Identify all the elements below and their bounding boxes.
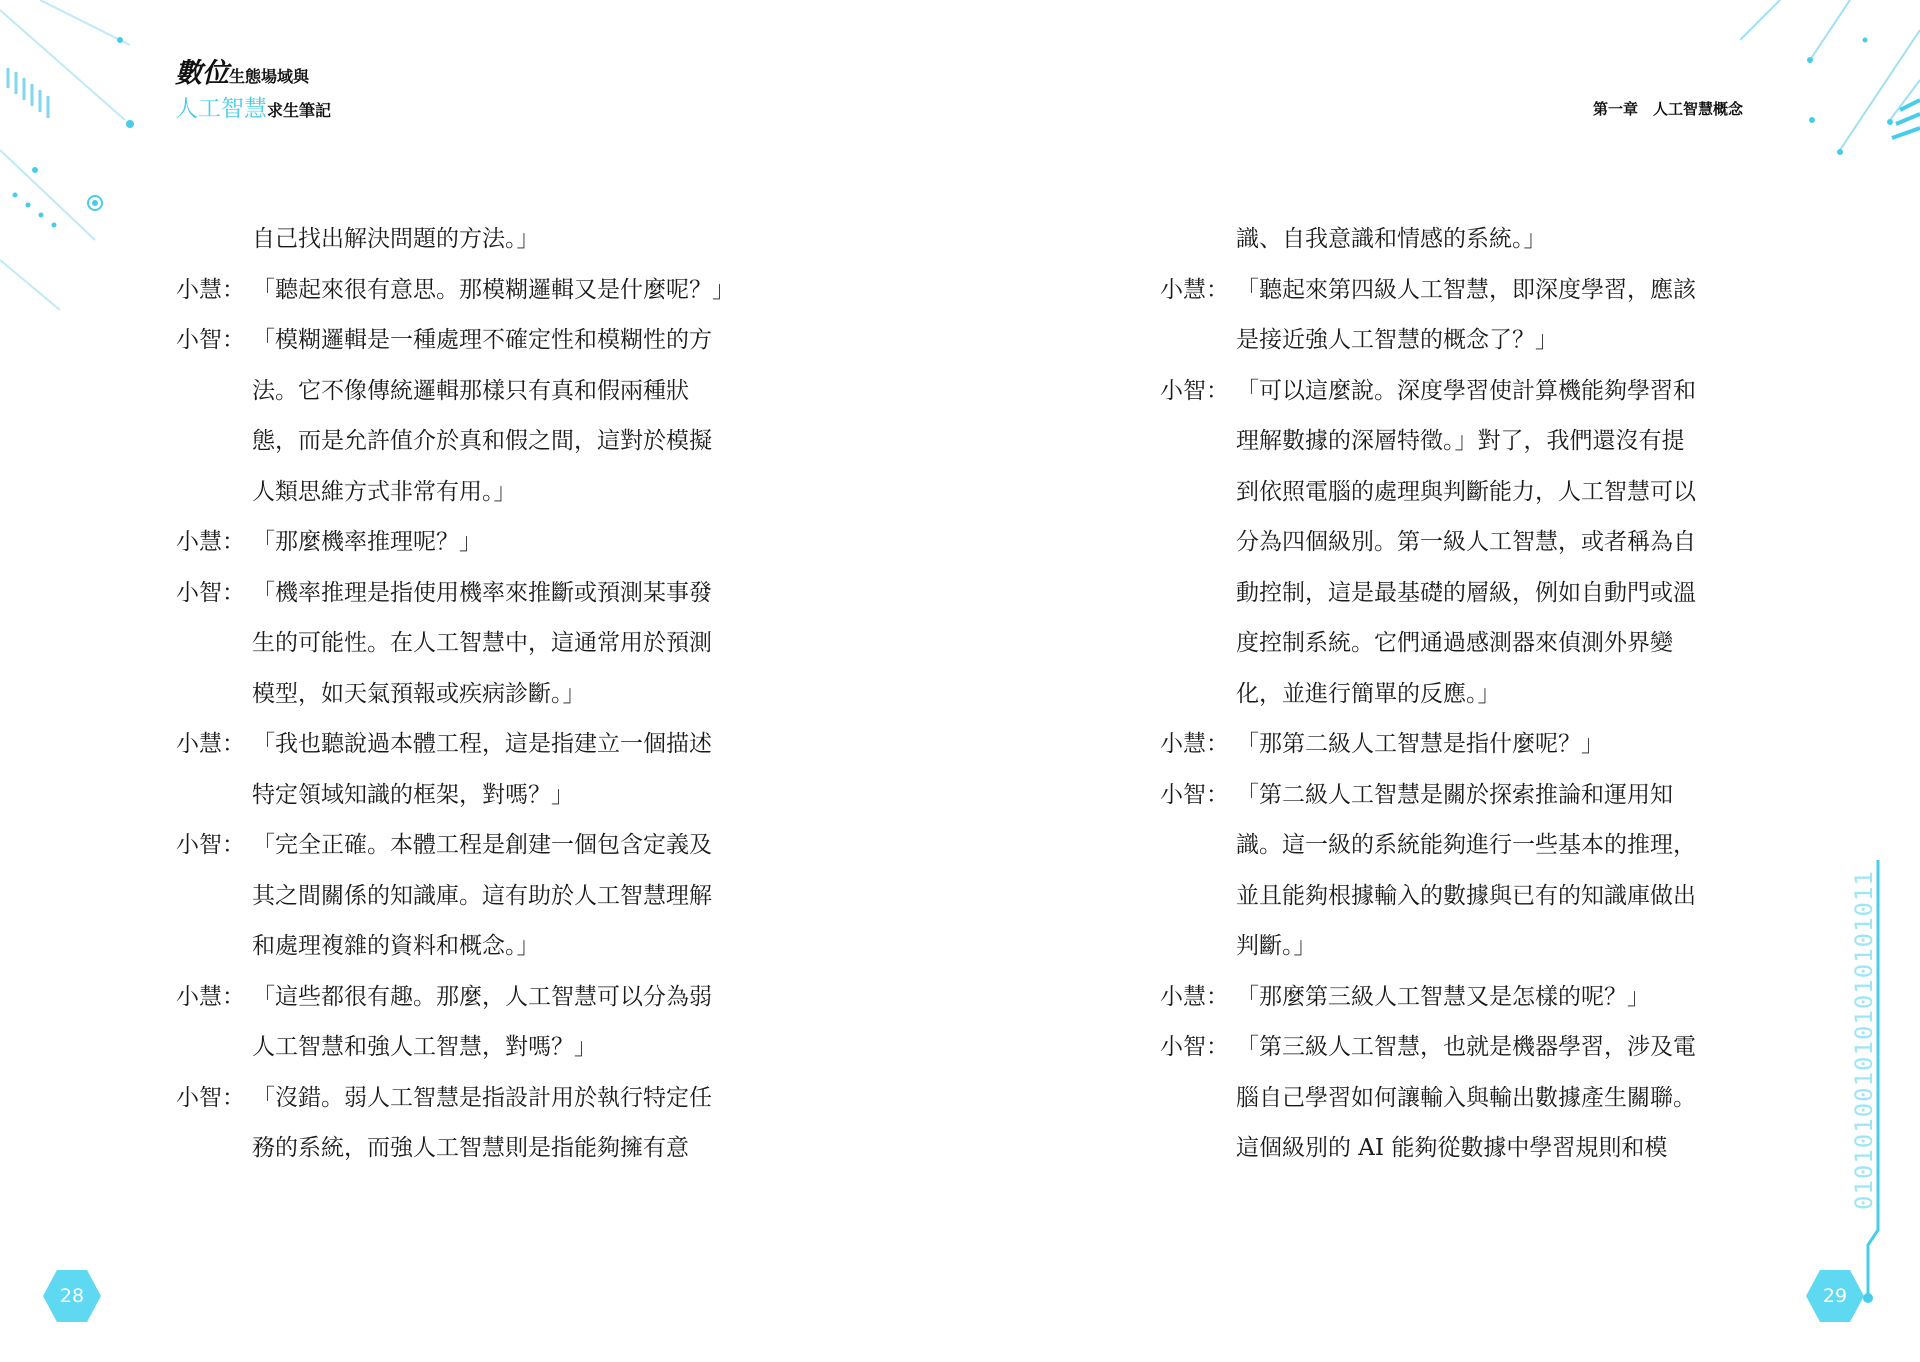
dialogue-text: 其之間關係的知識庫。這有助於人工智慧理解 — [252, 882, 712, 909]
text-line — [176, 1123, 761, 1174]
text-line — [176, 467, 761, 518]
speaker-label: 小智： — [176, 1084, 245, 1111]
dialogue-text: 識、自我意識和情感的系統。」 — [1236, 226, 1547, 252]
book-title — [175, 58, 331, 127]
dialogue-text: 識。這一級的系統能夠進行一些基本的推理， — [1236, 832, 1696, 858]
dialogue-text: 態，而是允許值介於真和假之間，這對於模擬 — [252, 428, 712, 454]
text-line — [176, 265, 761, 316]
dialogue-text: 腦自己學習如何讓輸入與輸出數據產生關聯。 — [1236, 1084, 1696, 1111]
dialogue-text: 「我也聽說過本體工程，這是指建立一個描述 — [252, 731, 712, 757]
page-number-right — [1805, 1268, 1865, 1324]
dialogue-text: 化，並進行簡單的反應。」 — [1236, 680, 1501, 707]
page-number-left — [42, 1268, 102, 1324]
text-line — [176, 517, 761, 568]
dialogue-text: 「第二級人工智慧是關於探索推論和運用知 — [1236, 781, 1673, 808]
text-line — [176, 972, 761, 1023]
dialogue-text: 是接近強人工智慧的概念了？」 — [1236, 327, 1558, 353]
text-line — [176, 1073, 761, 1124]
dialogue-text: 度控制系統。它們通過感測器來偵測外界變 — [1236, 630, 1673, 656]
book-title-line1-small: 生態場域與 — [229, 67, 310, 86]
speaker-label: 小慧： — [176, 276, 245, 303]
dialogue-text: 「機率推理是指使用機率來推斷或預測某事發 — [252, 579, 712, 606]
text-line — [1160, 214, 1750, 265]
circuit-decoration-top-right — [1740, 0, 1920, 180]
speaker-label: 小慧： — [176, 529, 245, 555]
text-line — [1160, 921, 1750, 972]
text-line — [1160, 416, 1750, 467]
text-line — [1160, 1022, 1750, 1073]
dialogue-text: 「聽起來很有意思。那模糊邏輯又是什麼呢？」 — [252, 276, 735, 303]
text-line — [1160, 568, 1750, 619]
speaker-label: 小慧： — [176, 983, 245, 1010]
speaker-label: 小智： — [1160, 781, 1229, 808]
speaker-label: 小智： — [1160, 377, 1229, 404]
binary-code-decoration: 0101010010101010101011 — [1850, 870, 1878, 1210]
text-line — [1160, 719, 1750, 770]
speaker-label: 小慧： — [176, 731, 245, 757]
dialogue-text: 判斷。」 — [1236, 933, 1317, 959]
dialogue-text: 「聽起來第四級人工智慧，即深度學習，應該 — [1236, 276, 1696, 303]
text-line — [176, 214, 761, 265]
dialogue-text: 分為四個級別。第一級人工智慧，或者稱為自 — [1236, 529, 1696, 555]
text-line — [1160, 770, 1750, 821]
dialogue-text: 特定領域知識的框架，對嗎？」 — [252, 781, 574, 808]
circuit-decoration-top-left — [0, 0, 200, 320]
chapter-header: 第一章 人工智慧概念 — [1592, 100, 1743, 118]
dialogue-text: 「沒錯。弱人工智慧是指設計用於執行特定任 — [252, 1084, 712, 1111]
dialogue-text: 並且能夠根據輸入的數據與已有的知識庫做出 — [1236, 882, 1696, 909]
dialogue-text: 到依照電腦的處理與判斷能力，人工智慧可以 — [1236, 478, 1696, 505]
text-line — [176, 669, 761, 720]
text-line — [1160, 820, 1750, 871]
text-line — [1160, 366, 1750, 417]
text-line — [176, 921, 761, 972]
dialogue-text: 自己找出解決問題的方法。」 — [252, 226, 540, 252]
dialogue-text: 生的可能性。在人工智慧中，這通常用於預測 — [252, 630, 712, 656]
text-line — [176, 416, 761, 467]
text-line — [1160, 1073, 1750, 1124]
text-line — [176, 1022, 761, 1073]
dialogue-text: 模型，如天氣預報或疾病診斷。」 — [252, 680, 586, 707]
dialogue-text: 務的系統，而強人工智慧則是指能夠擁有意 — [252, 1135, 689, 1161]
speaker-label: 小慧： — [1160, 276, 1229, 303]
text-line — [1160, 972, 1750, 1023]
dialogue-text: 「那第二級人工智慧是指什麼呢？」 — [1236, 731, 1604, 757]
speaker-label: 小智： — [1160, 1034, 1229, 1060]
dialogue-text: 和處理複雜的資料和概念。」 — [252, 933, 540, 959]
dialogue-text: 「那麼機率推理呢？」 — [252, 529, 482, 555]
dialogue-text: 人類思維方式非常有用。」 — [252, 478, 517, 505]
speaker-label: 小慧： — [1160, 983, 1229, 1010]
left-page-body — [176, 214, 761, 1174]
dialogue-text: 人工智慧和強人工智慧，對嗎？」 — [252, 1034, 597, 1060]
dialogue-text: 「可以這麼說。深度學習使計算機能夠學習和 — [1236, 377, 1696, 404]
book-title-line2-small: 求生筆記 — [267, 101, 332, 120]
dialogue-text: 「那麼第三級人工智慧又是怎樣的呢？」 — [1236, 983, 1650, 1010]
text-line — [176, 618, 761, 669]
dialogue-text: 法。它不像傳統邏輯那樣只有真和假兩種狀 — [252, 377, 689, 404]
page-number-left-label: 28 — [59, 1285, 85, 1307]
right-page-body — [1160, 214, 1750, 1174]
speaker-label: 小智： — [176, 327, 245, 353]
text-line — [176, 719, 761, 770]
speaker-label: 小智： — [176, 579, 245, 606]
text-line — [1160, 618, 1750, 669]
page-number-right-label: 29 — [1822, 1285, 1848, 1307]
text-line — [176, 366, 761, 417]
text-line — [176, 871, 761, 922]
speaker-label: 小智： — [176, 832, 245, 858]
text-line — [1160, 265, 1750, 316]
dialogue-text: 動控制，這是最基礎的層級，例如自動門或溫 — [1236, 579, 1696, 606]
text-line — [1160, 669, 1750, 720]
text-line — [1160, 467, 1750, 518]
text-line — [1160, 315, 1750, 366]
dialogue-text: 「完全正確。本體工程是創建一個包含定義及 — [252, 832, 712, 858]
text-line — [176, 315, 761, 366]
dialogue-text: 「模糊邏輯是一種處理不確定性和模糊性的方 — [252, 327, 712, 353]
speaker-label: 小慧： — [1160, 731, 1229, 757]
book-title-line2-cyan: 人工智慧 — [175, 96, 267, 122]
dialogue-text: 這個級別的 AI 能夠從數據中學習規則和模 — [1236, 1135, 1668, 1161]
text-line — [1160, 1123, 1750, 1174]
text-line — [176, 568, 761, 619]
text-line — [1160, 871, 1750, 922]
text-line — [1160, 517, 1750, 568]
dialogue-text: 「這些都很有趣。那麼，人工智慧可以分為弱 — [252, 983, 712, 1010]
text-line — [176, 770, 761, 821]
book-title-line1-big: 數位 — [175, 58, 229, 89]
dialogue-text: 理解數據的深層特徵。」對了，我們還沒有提 — [1236, 428, 1685, 454]
text-line — [176, 820, 761, 871]
dialogue-text: 「第三級人工智慧，也就是機器學習，涉及電 — [1236, 1034, 1696, 1060]
